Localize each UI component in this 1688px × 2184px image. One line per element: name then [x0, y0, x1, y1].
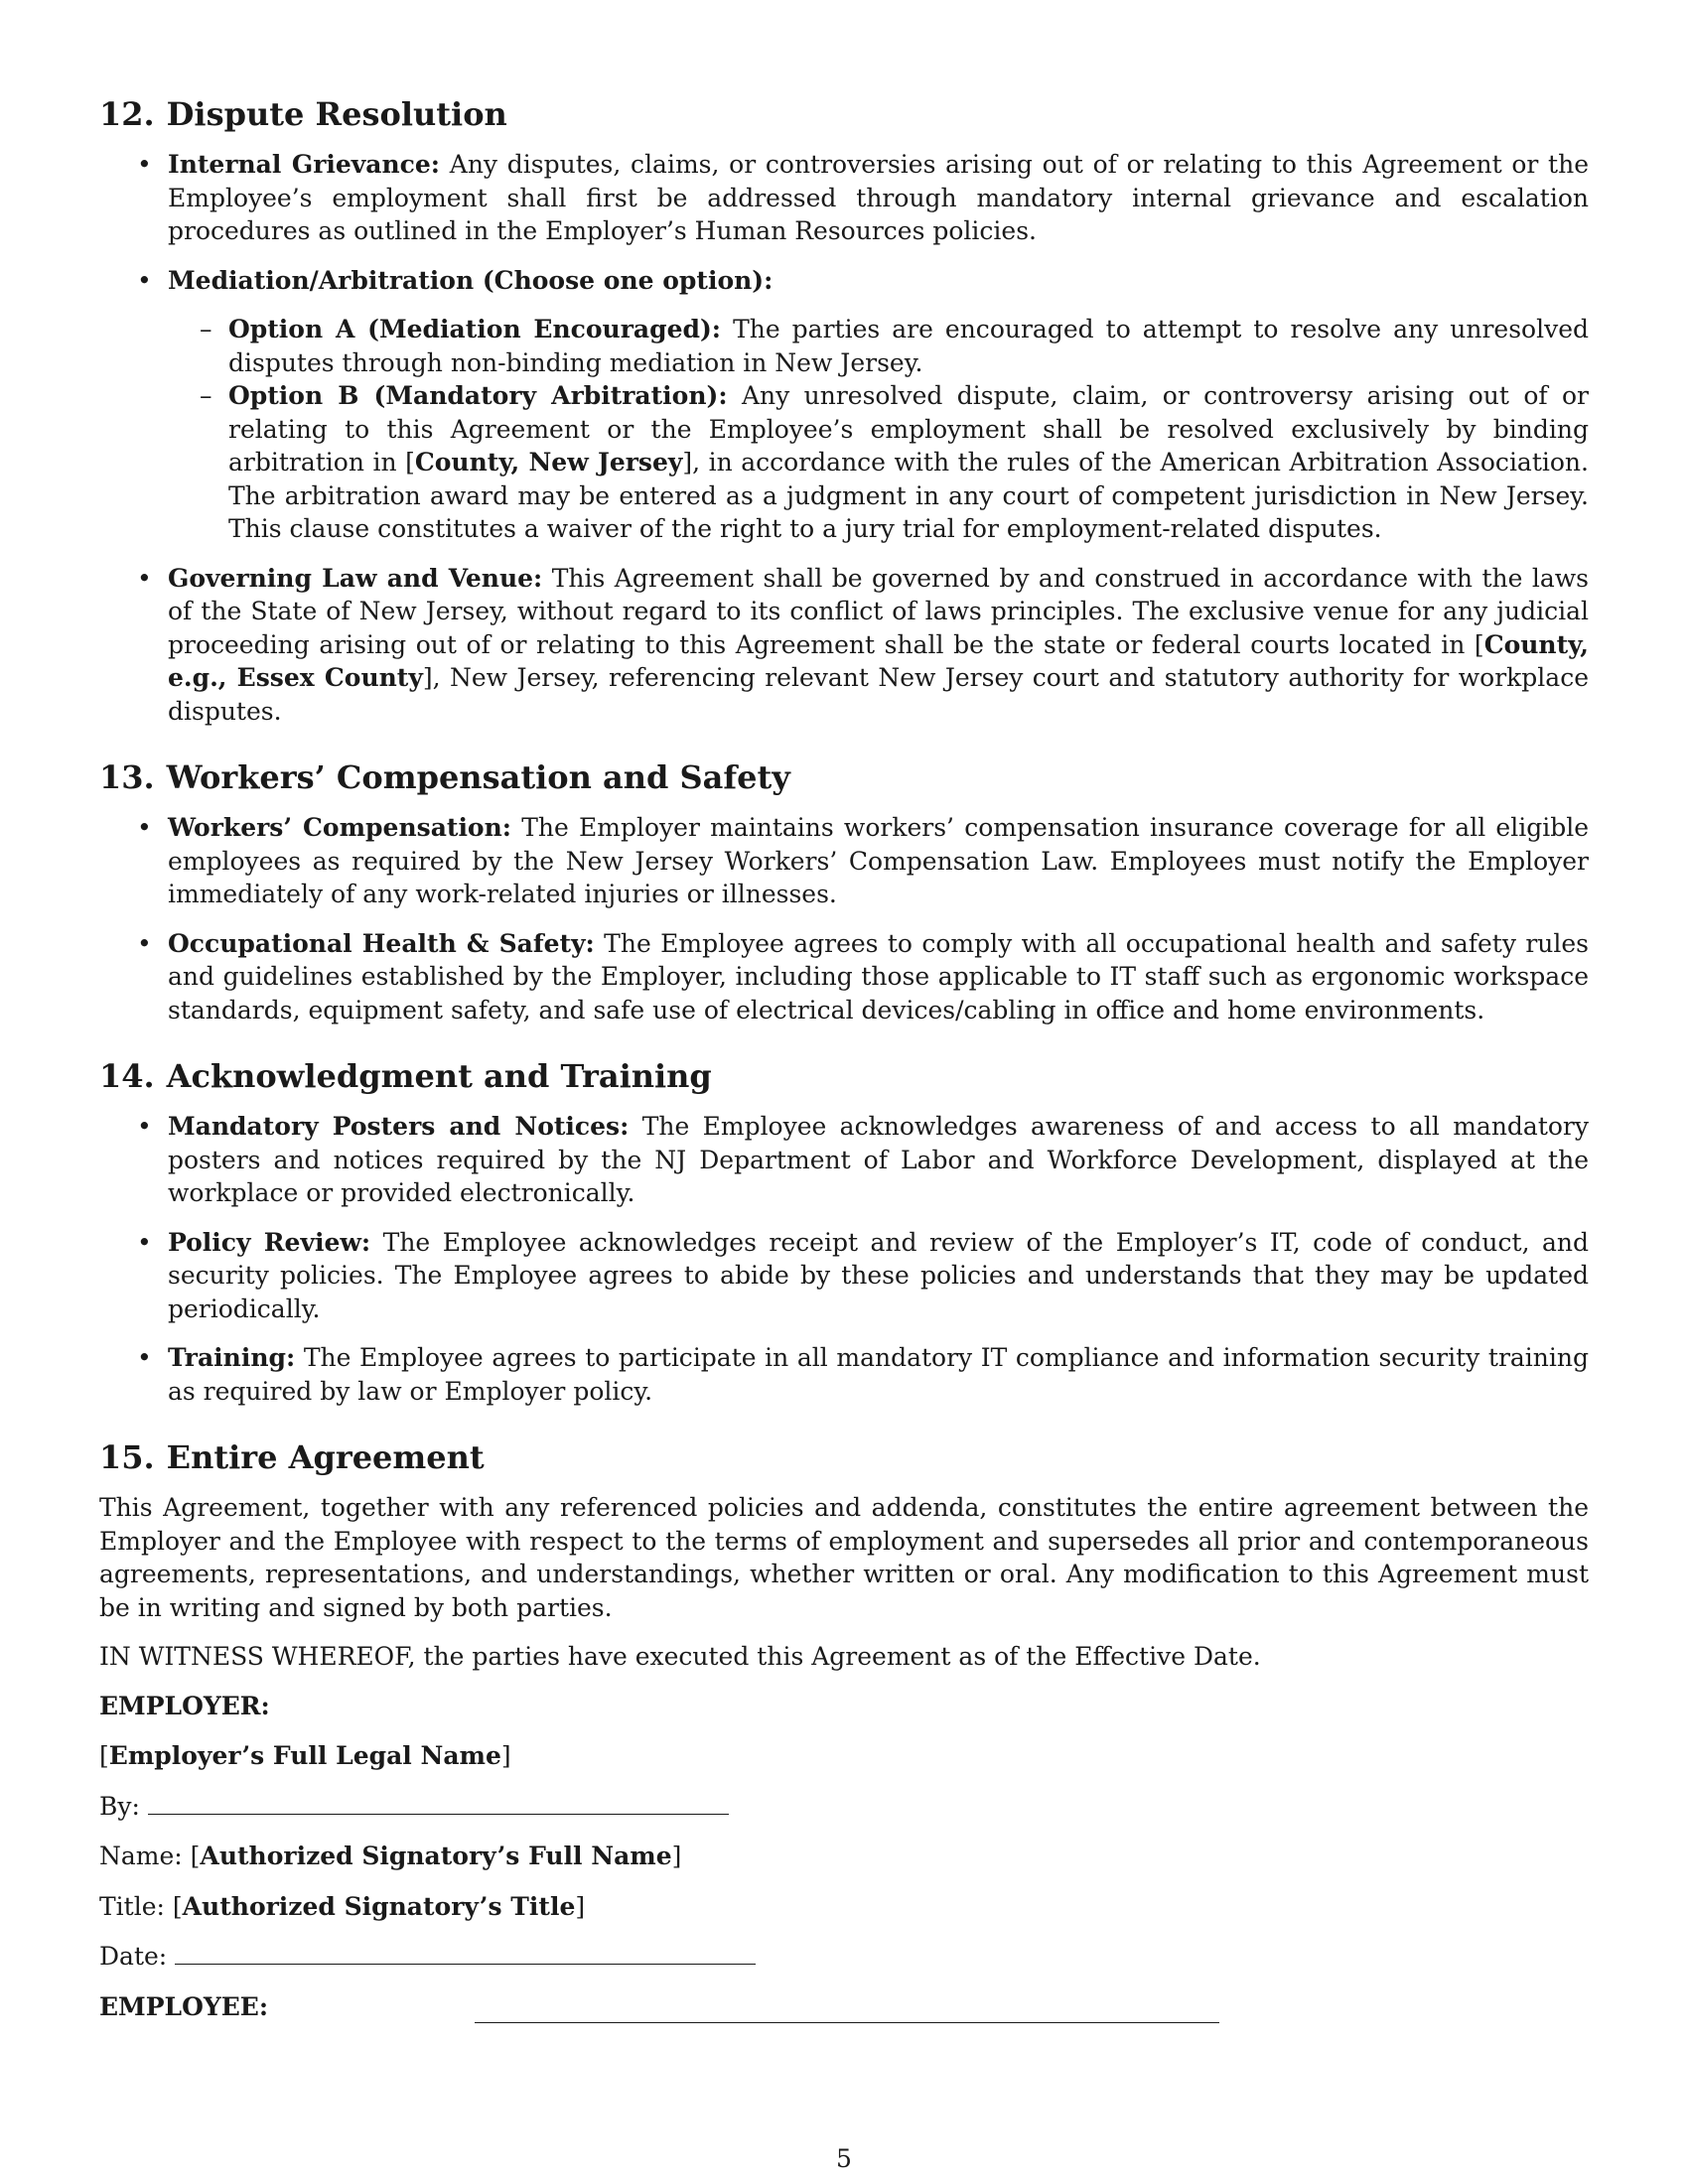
section-number: 14. [99, 1057, 155, 1095]
employer-heading: EMPLOYER: [99, 1691, 270, 1720]
item-label: Option A (Mediation Encouraged): [228, 315, 722, 343]
title-label: Title: [99, 1891, 165, 1921]
employee-heading: EMPLOYEE: [99, 1991, 269, 2021]
item-text: Any disputes, claims, or controversies arising out of or relating to this Agreement or the Employee’s employment shall first be addressed through mandatory internal grievance and escalation procedures as outlined in the Employer’s Human Resources policies. [168, 150, 1590, 245]
item-label: Mandatory Posters and Notices: [168, 1112, 630, 1141]
by-row [99, 1790, 1589, 1824]
item-label: Training: [168, 1343, 296, 1372]
item-label: Occupational Health & Safety: [168, 928, 595, 958]
section-number: 12. [99, 95, 155, 133]
section-heading [99, 1437, 1589, 1477]
item-text: The Employee agrees to comply with all occupational health and safety rules and guidelines established by the Employer, including those applicable to IT staff such as ergonomic workspace standards, equipment safety, and safe use of electrical devices/cabling in office and home environments. [168, 928, 1589, 1024]
signature-line[interactable] [148, 1794, 729, 1815]
list-item [99, 1226, 1589, 1326]
employer-name-field: [Employer’s Full Legal Name] [99, 1741, 511, 1770]
item-text: ], in accordance with the rules of the American Arbitration Association. The arbitration award may be entered as a judgment in any court of competent jurisdiction in New Jersey. This clause constitutes a waiver of the right to a jury trial for employment-related disputes. [228, 448, 1589, 543]
list-item [99, 811, 1589, 911]
item-text: This Agreement shall be governed by and construed in accordance with the laws of the State of New Jersey, without regard to its conflict of laws principles. The exclusive venue for any judicial proceeding arising out of or relating to this Agreement shall be the state or federal courts located in [ [168, 563, 1589, 659]
section-heading [99, 94, 1589, 134]
sub-list-item [168, 313, 1589, 379]
title-row: Title: [Authorized Signatory’s Title] [99, 1891, 586, 1921]
section-dispute-resolution [99, 94, 1589, 728]
list-item [99, 148, 1589, 248]
section-title: Dispute Resolution [166, 95, 507, 133]
section-heading [99, 757, 1589, 797]
list-item [99, 264, 1589, 546]
list-item [99, 562, 1589, 729]
document-page [99, 94, 1589, 2040]
signature-block [99, 1690, 1589, 2024]
placeholder-field: Authorized Signatory’s Full Name [200, 1842, 672, 1870]
item-text: ], New Jersey, referencing relevant New Jersey court and statutory authority for workplace disputes. [168, 663, 1589, 726]
item-text: The Employer maintains workers’ compensation insurance coverage for all eligible employees as required by the New Jersey Workers’ Compensation Law. Employees must notify the Employer immediately of any work-related injuries or illnesses. [168, 813, 1589, 908]
date-label: Date: [99, 1942, 168, 1971]
placeholder-field: County, e.g., Essex County [168, 629, 1589, 692]
section-number: 15. [99, 1438, 155, 1476]
item-text: Any unresolved dispute, claim, or controversy arising out of or relating to this Agreement or the Employee’s employment shall be resolved exclusively by binding arbitration in [ [228, 381, 1589, 477]
item-text: The Employee agrees to participate in all mandatory IT compliance and information security training as required by law or Employer policy. [168, 1343, 1589, 1406]
item-text: The parties are encouraged to attempt to resolve any unresolved disputes through non-binding mediation in New Jersey. [228, 315, 1589, 377]
section-title: Workers’ Compensation and Safety [166, 758, 790, 796]
paragraph: This Agreement, together with any referenced policies and addenda, constitutes the entire agreement between the Employer and the Employee with respect to the terms of employment and supersedes all prior and contemporaneous agreements, representations, and understandings, whether written or oral. Any modification to this Agreement must be in writing and signed by both parties. [99, 1493, 1589, 1622]
item-label: Option B (Mandatory Arbitration): [228, 381, 728, 410]
section-title: Acknowledgment and Training [166, 1057, 712, 1095]
employee-signature-line[interactable] [475, 2022, 1219, 2023]
item-label: Policy Review: [168, 1227, 371, 1257]
name-row: Name: [Authorized Signatory’s Full Name] [99, 1842, 682, 1870]
section-title: Entire Agreement [166, 1438, 485, 1476]
date-line[interactable] [175, 1944, 756, 1965]
placeholder-field: Employer’s Full Legal Name [108, 1741, 501, 1770]
section-workers-compensation [99, 757, 1589, 1026]
list-item [99, 927, 1589, 1027]
date-row [99, 1940, 1589, 1974]
name-label: Name: [99, 1842, 183, 1870]
section-acknowledgment-training [99, 1056, 1589, 1408]
placeholder-field: County, New Jersey [414, 448, 683, 477]
section-entire-agreement [99, 1437, 1589, 2023]
section-heading [99, 1056, 1589, 1096]
list-item [99, 1110, 1589, 1210]
item-label: Internal Grievance: [168, 150, 441, 179]
item-text: The Employee acknowledges receipt and review of the Employer’s IT, code of conduct, and security policies. The Employee agrees to abide by these policies and understands that they may be updated periodically. [168, 1227, 1590, 1323]
page-number: 5 [836, 2144, 852, 2173]
sub-list-item [168, 379, 1589, 546]
item-label: Mediation/Arbitration (Choose one option): [168, 265, 774, 295]
item-text: The Employee acknowledges awareness of and access to all mandatory posters and notices required by the NJ Department of Labor and Workforce Development, displayed at the workplace or provided electronically. [168, 1112, 1589, 1207]
list-item [99, 1341, 1589, 1408]
section-number: 13. [99, 758, 155, 796]
witness-statement: IN WITNESS WHEREOF, the parties have executed this Agreement as of the Effective Date. [99, 1642, 1261, 1671]
placeholder-field: Authorized Signatory’s Title [182, 1891, 576, 1921]
by-label: By: [99, 1791, 140, 1821]
item-label: Workers’ Compensation: [168, 813, 512, 842]
item-label: Governing Law and Venue: [168, 563, 543, 593]
